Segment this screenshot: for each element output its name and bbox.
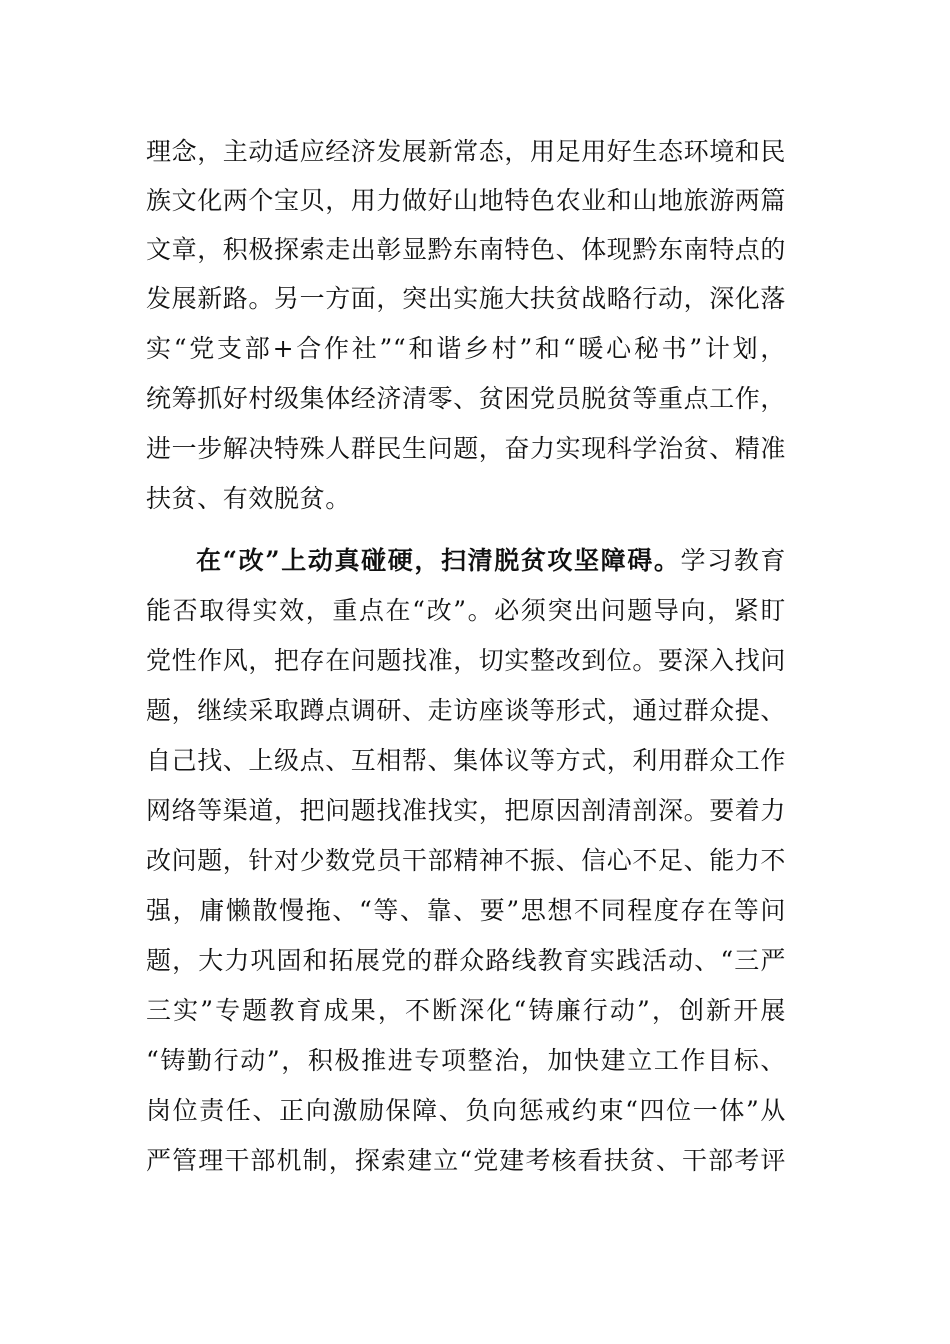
paragraph-2-line-5: 自己找、上级点、互相帮、集体议等方式，利用群众工作: [146, 746, 786, 775]
paragraph-1-line-7: 进一步解决特殊人群民生问题，奋力实现科学治贫、精准: [146, 434, 786, 463]
paragraph-1-line-3: 文章，积极探索走出彰显黔东南特色、体现黔东南特点的: [146, 235, 786, 264]
paragraph-1-line-4: 发展新路。另一方面，突出实施大扶贫战略行动，深化落: [146, 284, 786, 313]
paragraph-2-line-12: 岗位责任、正向激励保障、负向惩戒约束“四位一体”从: [146, 1096, 786, 1125]
paragraph-2-first-line-text: 学习教育: [680, 546, 786, 575]
paragraph-1-line-6: 统筹抓好村级集体经济清零、贫困党员脱贫等重点工作，: [146, 384, 786, 413]
paragraph-2-line-6: 网络等渠道，把问题找准找实，把原因剖清剖深。要着力: [146, 796, 786, 825]
paragraph-2-line-1: [196, 536, 786, 586]
paragraph-1-line-8: 扶贫、有效脱贫。: [146, 484, 351, 513]
paragraph-2-line-10: 三实”专题教育成果，不断深化“铸廉行动”，创新开展: [146, 996, 786, 1025]
paragraph-2-line-8: 强，庸懒散慢拖、“等、靠、要”思想不同程度存在等问: [146, 896, 786, 925]
paragraph-2-line-2: 能否取得实效，重点在“改”。必须突出问题导向，紧盯: [146, 596, 786, 625]
paragraph-2-line-4: 题，继续采取蹲点调研、走访座谈等形式，通过群众提、: [146, 696, 786, 725]
paragraph-2-line-13: 严管理干部机制，探索建立“党建考核看扶贫、干部考评: [146, 1146, 786, 1175]
paragraph-2-lead-heading: 在“改”上动真碰硬，扫清脱贫攻坚障碍。: [196, 546, 681, 575]
paragraph-2-line-11: “铸勤行动”，积极推进专项整治，加快建立工作目标、: [146, 1046, 786, 1075]
paragraph-1-line-1: 理念，主动适应经济发展新常态，用足用好生态环境和民: [146, 137, 786, 166]
paragraph-2-line-9: 题，大力巩固和拓展党的群众路线教育实践活动、“三严: [146, 946, 786, 975]
paragraph-2-line-7: 改问题，针对少数党员干部精神不振、信心不足、能力不: [146, 846, 786, 875]
paragraph-1-line-2: 族文化两个宝贝，用力做好山地特色农业和山地旅游两篇: [146, 186, 786, 215]
paragraph-2-line-3: 党性作风，把存在问题找准，切实整改到位。要深入找问: [146, 646, 786, 675]
paragraph-1-line-5: 实“党支部+合作社”“和谐乡村”和“暖心秘书”计划，: [146, 334, 786, 363]
